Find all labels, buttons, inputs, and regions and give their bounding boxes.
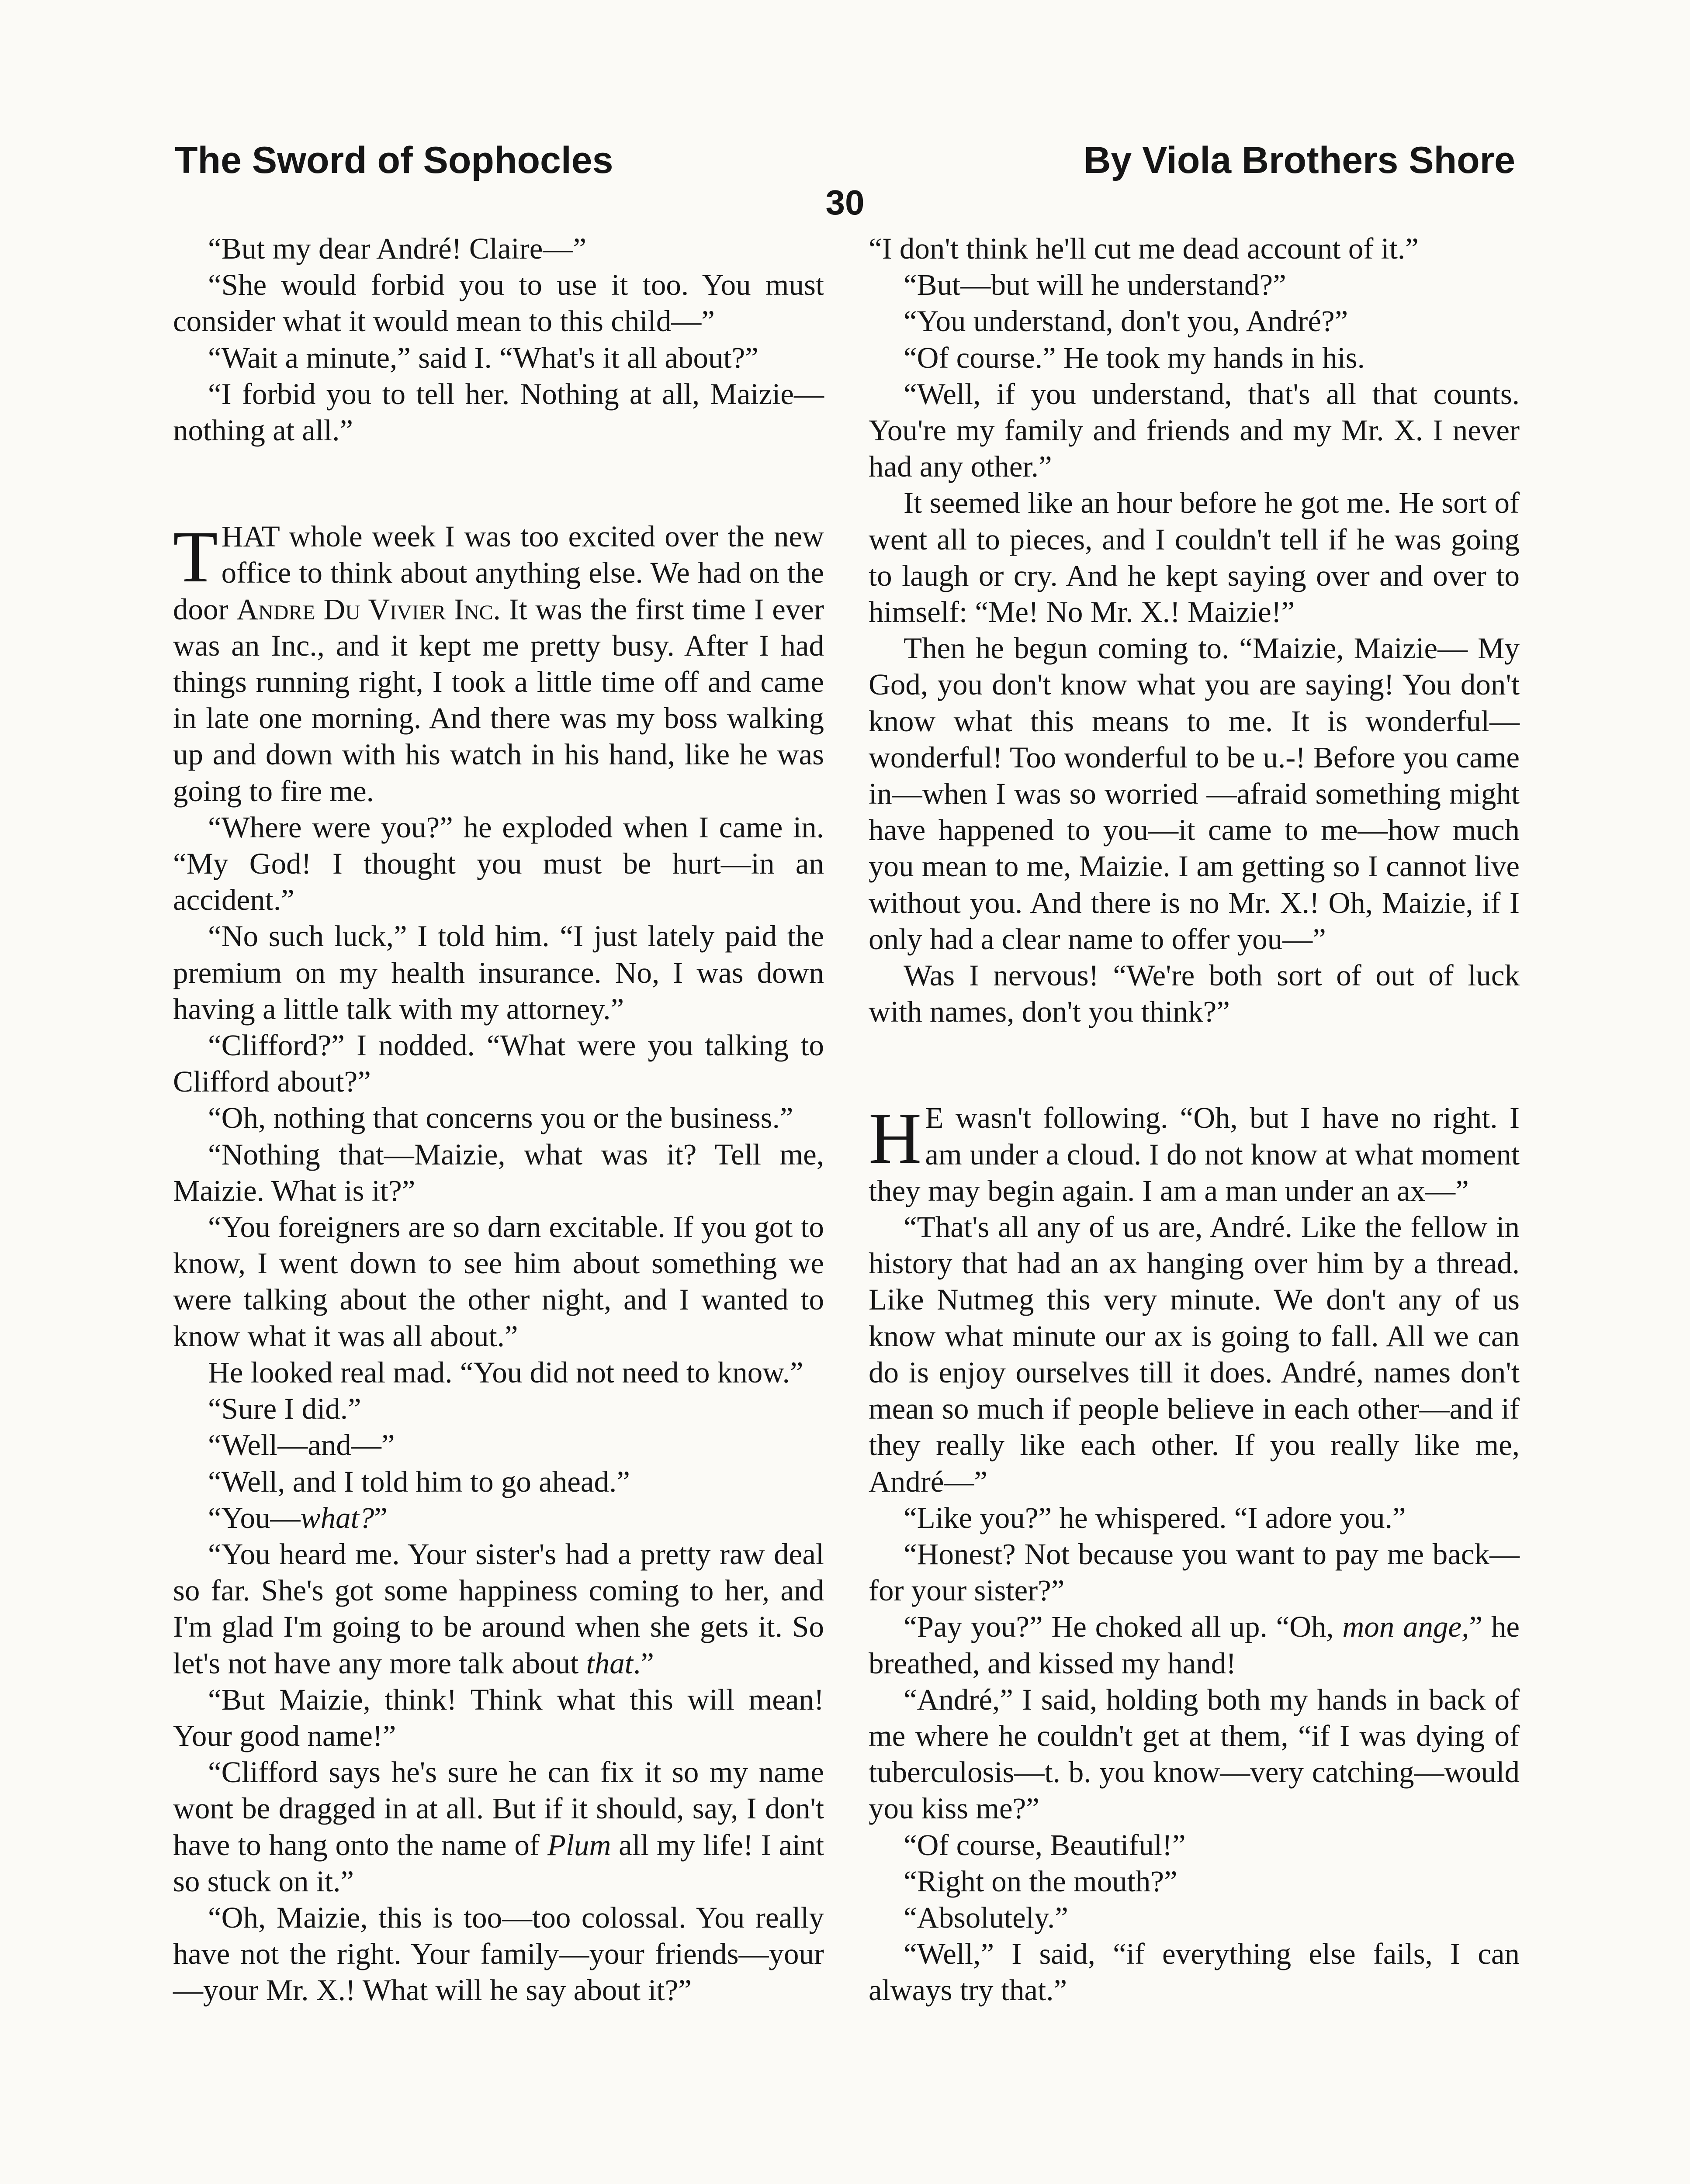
drop-cap: T [173, 516, 218, 598]
italic-text: Plum [547, 1828, 611, 1862]
left-column [173, 231, 824, 2009]
story-author: By Viola Brothers Shore [1084, 139, 1515, 181]
italic-text: that [586, 1646, 633, 1680]
paragraph: “Absolutely.” [904, 1901, 1068, 1934]
text-run: HAT whole week I was too excited over the new office to think about anything else. We had on the door [173, 520, 824, 626]
paragraph [173, 518, 824, 809]
paragraph: “Oh, nothing that concerns you or the business.” [208, 1101, 793, 1135]
paragraph: “Oh, Maizie, this is too—too colossal. You really have not the right. Your family—your friends—your—your Mr. X.! What will he say about it?” [173, 1901, 824, 2007]
paragraph: “That's all any of us are, André. Like the fellow in history that had an ax hanging over him by a thread. Like Nutmeg this very minute. We don't any of us know what minute our ax is going to fall. All we can do is enjoy ourselves till it does. André, names don't mean so much if people believe in each other—and if they really like each other. If you really like me, André—” [869, 1210, 1520, 1498]
paragraph: “Like you?” he whispered. “I adore you.” [904, 1501, 1406, 1534]
paragraph: “André,” I said, holding both my hands in back of me where he couldn't get at them, “if I was dying of tuberculosis—t. b. you know—very catching—would you kiss me?” [869, 1683, 1520, 1825]
right-column [869, 231, 1520, 2009]
story-title: The Sword of Sophocles [175, 139, 613, 181]
drop-cap: H [869, 1098, 922, 1179]
paragraph: Then he begun coming to. “Maizie, Maizie— My God, you don't know what you are saying! You don't know what this means to me. It is wonderful—wonderful! Too wonderful to be u.-! Before you came in—when I was so worried —afraid something might have happened to you—it came to me—how much you mean to me, Maizie. I am getting so I cannot live without you. And there is no Mr. X.! Oh, Maizie, if I only had a clear name to offer you—” [869, 632, 1520, 956]
paragraph: “But Maizie, think! Think what this will mean! Your good name!” [173, 1683, 824, 1752]
page-number: 30 [825, 183, 865, 222]
text-run: ” he breathed, and kissed my hand! [869, 1610, 1520, 1680]
paragraph: “She would forbid you to use it too. You must consider what it would mean to this child—” [173, 268, 824, 338]
paragraph: “Sure I did.” [208, 1392, 361, 1426]
paragraph: Was I nervous! “We're both sort of out of luck with names, don't you think?” [869, 959, 1520, 1029]
text-run: ” [374, 1501, 388, 1534]
italic-text: what? [300, 1501, 374, 1534]
paragraph: “Clifford?” I nodded. “What were you talking to Clifford about?” [173, 1029, 824, 1099]
text-run: “Pay you?” He choked all up. “Oh, [904, 1610, 1343, 1644]
text-run: all my life! I aint so stuck on it.” [173, 1828, 824, 1898]
paragraph: “Of course.” He took my hands in his. [904, 341, 1365, 374]
text-run: “Clifford says he's sure he can fix it so my name wont be dragged in at all. But if it should, say, I don't have to hang onto the name of [173, 1755, 824, 1862]
paragraph: “You foreigners are so darn excitable. If you got to know, I went down to see him about something we were talking about the other night, and I wanted to know what it was all about.” [173, 1210, 824, 1353]
paragraph: “Of course, Beautiful!” [904, 1828, 1186, 1862]
paragraph: “You understand, don't you, André?” [904, 304, 1348, 338]
paragraph: “Well—and—” [208, 1428, 395, 1462]
paragraph: “Where were you?” he exploded when I came in. “My God! I thought you must be hurt—in an accident.” [173, 810, 824, 917]
paragraph: It seemed like an hour before he got me. He sort of went all to pieces, and I couldn't tell if he was going to laugh or cry. And he kept saying over and over to himself: “Me! No Mr. X.! Maizie!” [869, 486, 1520, 629]
paragraph: “I don't think he'll cut me dead account of it.” [869, 232, 1419, 265]
paragraph [173, 1536, 824, 1682]
section-break [869, 1030, 1520, 1100]
paragraph [869, 1609, 1520, 1681]
company-name: Andre Du Vivier Inc. [236, 592, 501, 626]
paragraph [869, 1100, 1520, 1209]
paragraph: “Well,” I said, “if everything else fails, I can always try that.” [869, 1937, 1520, 2007]
text-run: “You— [208, 1501, 301, 1534]
paragraph: “Well, if you understand, that's all that counts. You're my family and friends and my Mr. X. I never had any other.” [869, 377, 1520, 484]
paragraph: “I forbid you to tell her. Nothing at all, Maizie—nothing at all.” [173, 377, 824, 447]
text-run: E wasn't following. “Oh, but I have no right. I am under a cloud. I do not know at what moment they may begin again. I am a man under an ax—” [869, 1101, 1520, 1207]
paragraph: He looked real mad. “You did not need to know.” [208, 1355, 803, 1389]
paragraph: “Honest? Not because you want to pay me back—for your sister?” [869, 1537, 1520, 1607]
paragraph [173, 1754, 824, 1900]
paragraph: “But my dear André! Claire—” [208, 232, 587, 265]
paragraph: “Well, and I told him to go ahead.” [208, 1465, 630, 1498]
paragraph: “No such luck,” I told him. “I just lately paid the premium on my health insurance. No, I was down having a little talk with my attorney.” [173, 919, 824, 1026]
paragraph [173, 1500, 824, 1536]
paragraph: “Right on the mouth?” [904, 1864, 1177, 1898]
italic-text: mon ange, [1342, 1610, 1469, 1644]
section-break [173, 449, 824, 518]
paragraph: “Nothing that—Maizie, what was it? Tell me, Maizie. What is it?” [173, 1137, 824, 1207]
text-run: .” [633, 1646, 654, 1680]
text-run: It was the first time I ever was an Inc., and it kept me pretty busy. After I had things running right, I took a little time off and came in late one morning. And there was my boss walking up and down with his watch in his hand, like he was going to fire me. [173, 592, 824, 808]
paragraph: “But—but will he understand?” [904, 268, 1286, 302]
paragraph: “Wait a minute,” said I. “What's it all about?” [208, 341, 758, 374]
text-run: “You heard me. Your sister's had a pretty raw deal so far. She's got some happiness coming to her, and I'm glad I'm going to be around when she gets it. So let's not have any more talk about [173, 1537, 824, 1680]
